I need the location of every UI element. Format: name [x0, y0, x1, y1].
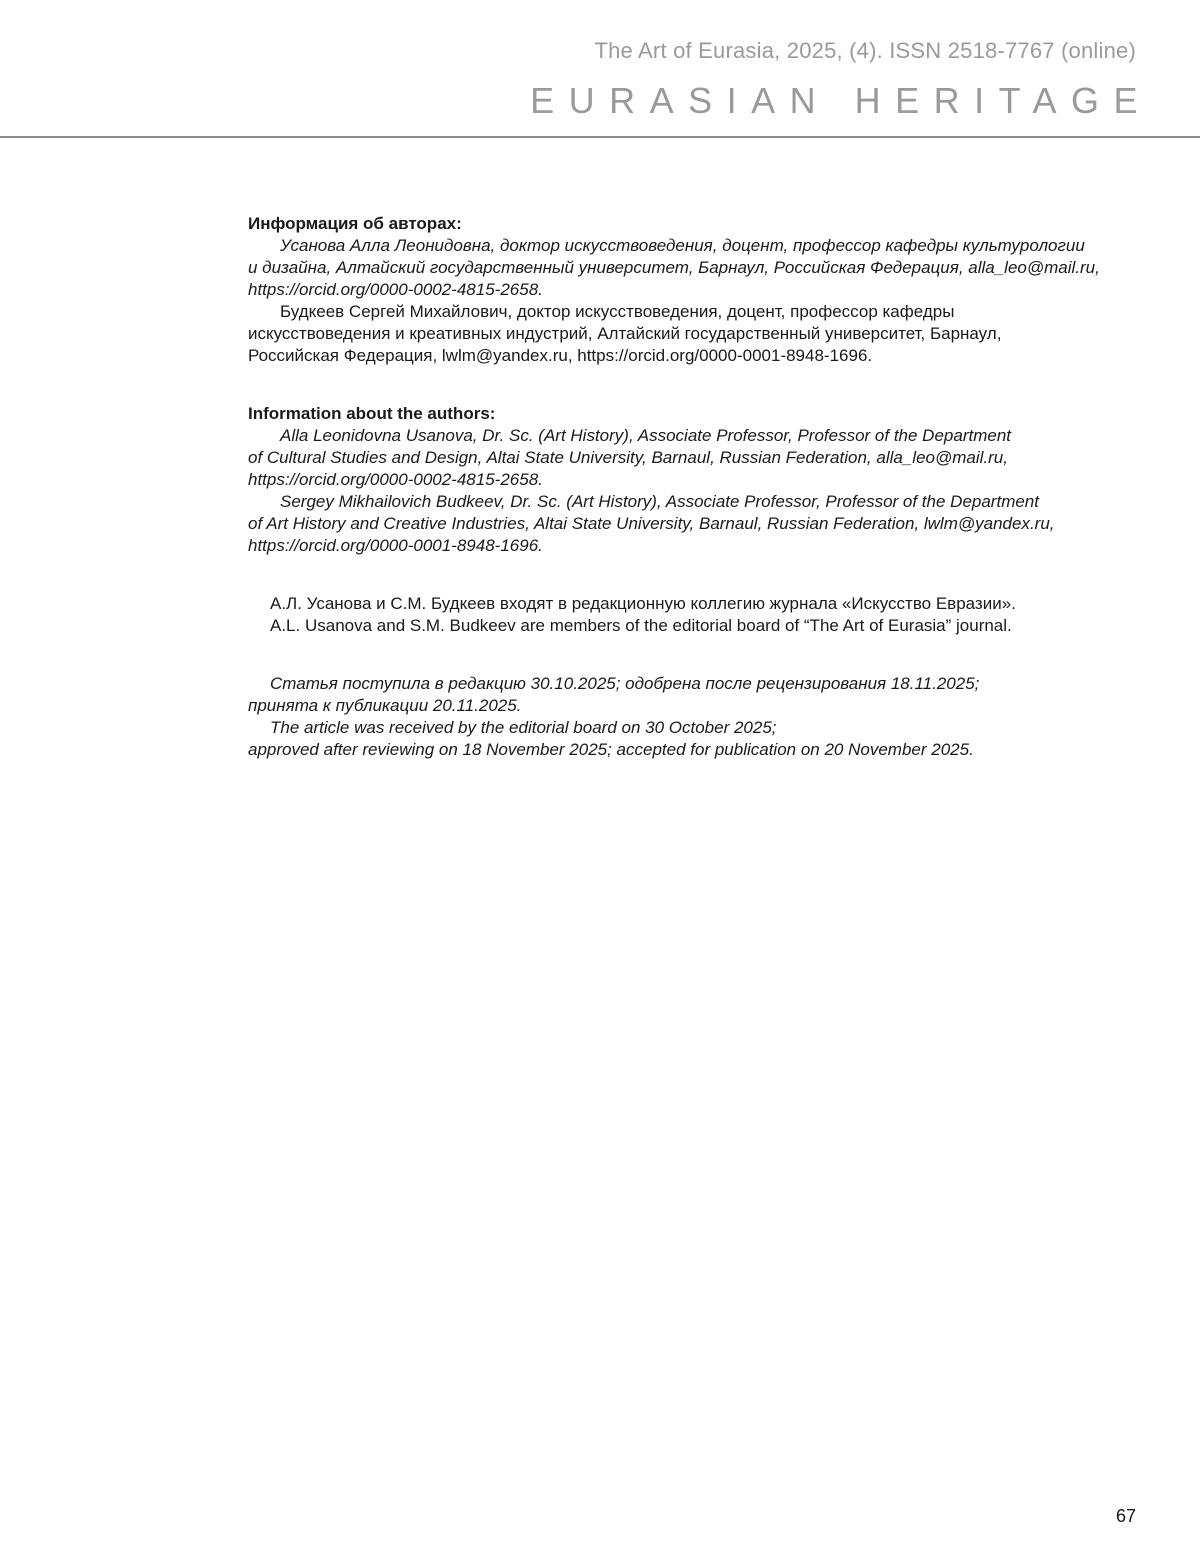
page-number: 67 — [1115, 1506, 1136, 1526]
en-author-1 — [248, 425, 1148, 491]
en-author-2-line-1: Sergey Mikhailovich Budkeev, Dr. Sc. (Art History), Associate Professor, Professor of the Department — [280, 492, 1039, 511]
en-author-1-line-3: https://orcid.org/0000-0002-4815-2658. — [248, 470, 543, 489]
ru-author-1 — [248, 235, 1148, 301]
en-author-1-line-2: of Cultural Studies and Design, Altai State University, Barnaul, Russian Federation, alla_leo@mail.ru, — [248, 448, 1008, 467]
ru-author-1-line-2: и дизайна, Алтайский государственный университет, Барнаул, Российская Федерация, alla_leo@mail.ru, — [248, 258, 1100, 277]
editorial-note — [248, 593, 1148, 637]
journal-citation: The Art of Eurasia, 2025, (4). ISSN 2518-7767 (online) — [594, 38, 1136, 63]
section-title: EURASIAN HERITAGE — [530, 80, 1152, 121]
en-author-2-line-2: of Art History and Creative Industries, Altai State University, Barnaul, Russian Federation, lwlm@yandex.ru, — [248, 514, 1055, 533]
ru-author-2-line-3: Российская Федерация, lwlm@yandex.ru, https://orcid.org/0000-0001-8948-1696. — [248, 346, 873, 365]
dates-ru-line-1: Статья поступила в редакцию 30.10.2025; одобрена после рецензирования 18.11.2025; — [270, 674, 980, 693]
en-author-1-line-1: Alla Leonidovna Usanova, Dr. Sc. (Art History), Associate Professor, Professor of the Department — [280, 426, 1011, 445]
page-header — [0, 0, 1200, 138]
en-author-2 — [248, 491, 1148, 557]
ru-author-2 — [248, 301, 1148, 367]
dates-en-line-2: approved after reviewing on 18 November 2025; accepted for publication on 20 November 2025. — [248, 740, 974, 759]
ru-author-2-line-2: искусствоведения и креативных индустрий, Алтайский государственный университет, Барнаул, — [248, 324, 1002, 343]
editorial-note-en: A.L. Usanova and S.M. Budkeev are members of the editorial board of “The Art of Eurasia” journal. — [270, 616, 1012, 635]
dates-ru-line-2: принята к публикации 20.11.2025. — [248, 696, 522, 715]
en-authors-title: Information about the authors: — [248, 404, 496, 423]
ru-authors-title: Информация об авторах: — [248, 214, 462, 233]
editorial-note-ru: А.Л. Усанова и С.М. Будкеев входят в редакционную коллегию журнала «Искусство Евразии». — [270, 594, 1016, 613]
dates-en-line-1: The article was received by the editorial board on 30 October 2025; — [270, 718, 777, 737]
article-content — [248, 213, 1148, 761]
ru-author-2-line-1: Будкеев Сергей Михайлович, доктор искусствоведения, доцент, профессор кафедры — [280, 302, 955, 321]
ru-author-1-line-1: Усанова Алла Леонидовна, доктор искусствоведения, доцент, профессор кафедры культурологии — [280, 236, 1085, 255]
ru-author-1-line-3: https://orcid.org/0000-0002-4815-2658. — [248, 280, 543, 299]
en-author-2-line-3: https://orcid.org/0000-0001-8948-1696. — [248, 536, 543, 555]
article-dates — [248, 673, 1148, 761]
